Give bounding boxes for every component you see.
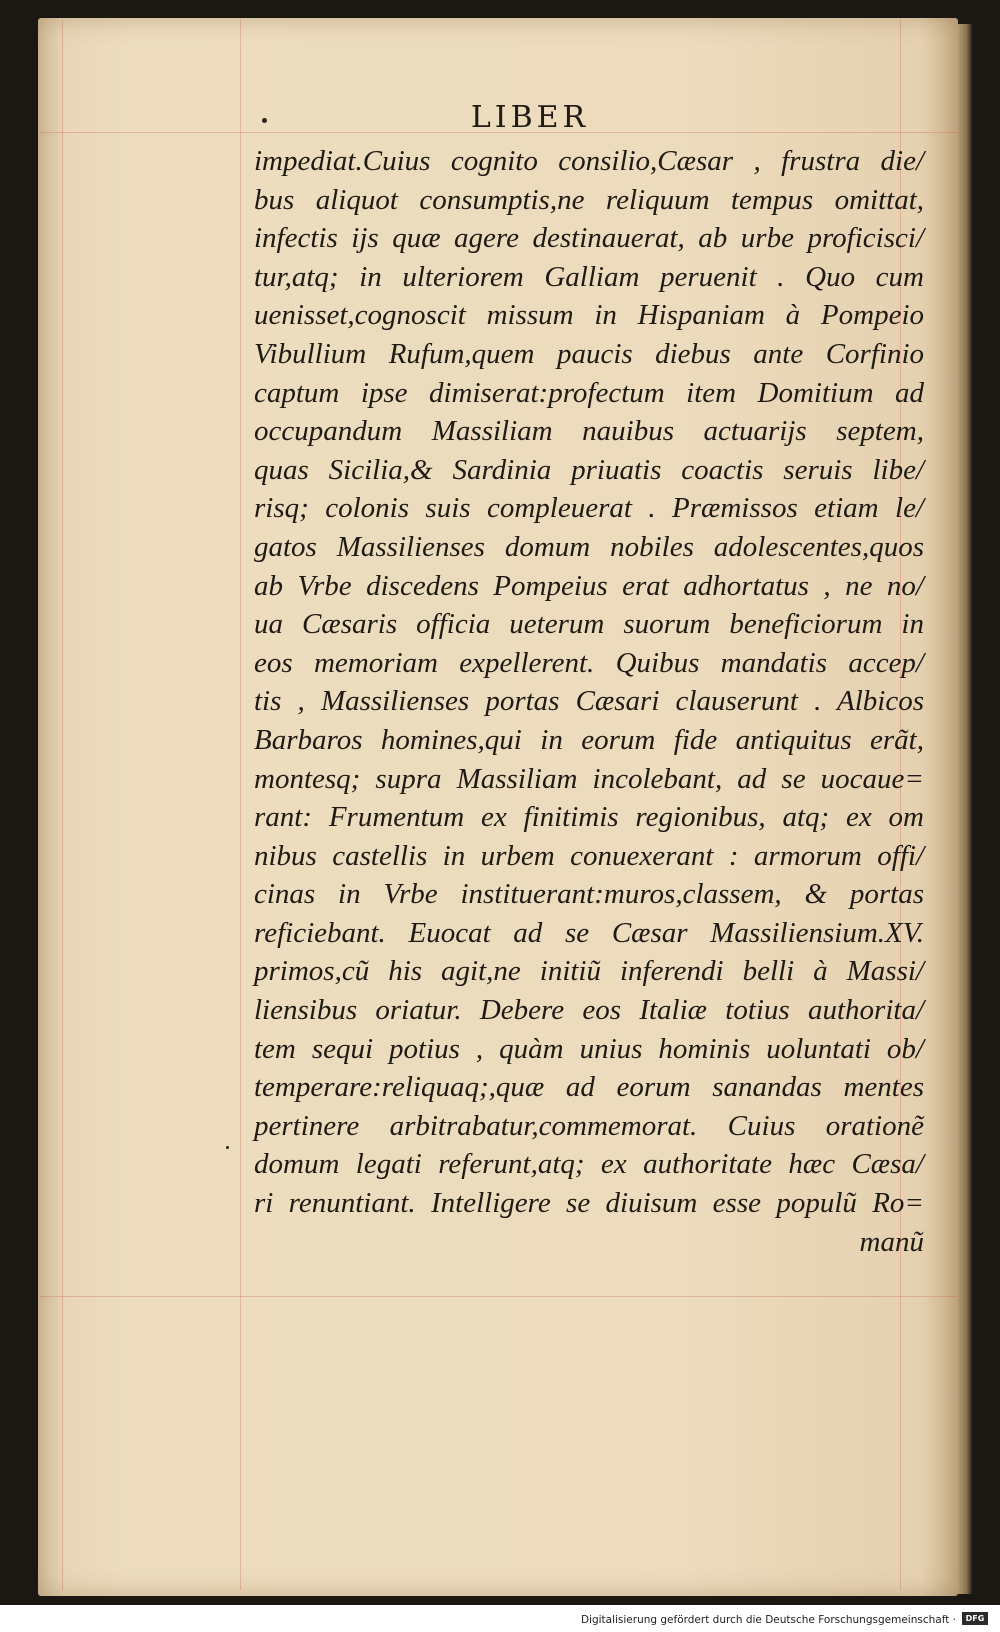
text-line: ri renuntiant. Intelligere se diuisum esse populũ Ro=	[254, 1187, 924, 1220]
text-line: rant: Frumentum ex finitimis regionibus, atq; ex om	[254, 801, 924, 834]
text-line: tur,atq; in ulteriorem Galliam peruenit . Quo cum	[254, 260, 924, 293]
text-line: infectis ijs quæ agere destinauerat, ab urbe proficisci/	[254, 222, 924, 255]
ink-mark	[226, 1146, 229, 1149]
text-line: reficiebant. Euocat ad se Cæsar Massiliensium.XV.	[254, 916, 924, 949]
text-line: ua Cæsaris officia ueterum suorum beneficiorum in	[254, 608, 924, 641]
text-line: gatos Massilienses domum nobiles adolescentes,quos	[254, 530, 924, 563]
text-line: Vibullium Rufum,quem paucis diebus ante Corfinio	[254, 337, 924, 370]
page-edge	[958, 24, 972, 1594]
text-line: risq; colonis suis compleuerat . Præmissos etiam le/	[254, 492, 924, 525]
text-line: bus aliquot consumptis,ne reliquum tempus omittat,	[254, 183, 924, 216]
margin-rule	[40, 1296, 958, 1297]
text-line: ab Vrbe discedens Pompeius erat adhortatus , ne no/	[254, 569, 924, 602]
text-line: liensibus oriatur. Debere eos Italiæ totius authorita/	[254, 994, 924, 1027]
text-line: pertinere arbitrabatur,commemorat. Cuius orationẽ	[254, 1109, 924, 1142]
text-line: tem sequi potius , quàm unius hominis uoluntati ob/	[254, 1032, 924, 1065]
text-line: occupandum Massiliam nauibus actuarijs septem,	[254, 415, 924, 448]
running-header: LIBER	[470, 100, 590, 135]
text-line: uenisset,cognoscit missum in Hispaniam à Pompeio	[254, 299, 924, 332]
text-line: quas Sicilia,& Sardinia priuatis coactis seruis libe/	[254, 453, 924, 486]
text-line: captum ipse dimiserat:profectum item Domitium ad	[254, 376, 924, 409]
text-line: temperare:reliquaq;,quæ ad eorum sanandas mentes	[254, 1071, 924, 1104]
text-line: cinas in Vrbe instituerant:muros,classem, & portas	[254, 878, 924, 911]
text-line: domum legati referunt,atq; ex authoritate hæc Cæsa/	[254, 1148, 924, 1181]
text-line: tis , Massilienses portas Cæsari clauserunt . Albicos	[254, 685, 924, 718]
text-line: eos memoriam expellerent. Quibus mandatis accep/	[254, 646, 924, 679]
footer-credit: Digitalisierung gefördert durch die Deutsche Forschungsgemeinschaft ·	[580, 1614, 956, 1626]
body-text	[254, 142, 924, 1261]
text-line: montesq; supra Massiliam incolebant, ad se uocaue=	[254, 762, 924, 795]
text-line: nibus castellis in urbem conuexerant : armorum offi/	[254, 839, 924, 872]
text-line: impediat.Cuius cognito consilio,Cæsar , frustra die/	[254, 145, 924, 177]
margin-rule	[62, 20, 63, 1590]
dfg-logo: DFG	[962, 1612, 988, 1625]
margin-rule	[240, 20, 241, 1590]
text-line: Barbaros homines,qui in eorum fide antiquitus erãt,	[254, 723, 924, 756]
text-line: primos,cũ his agit,ne initiũ inferendi belli à Massi/	[254, 955, 924, 988]
text-line: manũ	[859, 1225, 924, 1258]
